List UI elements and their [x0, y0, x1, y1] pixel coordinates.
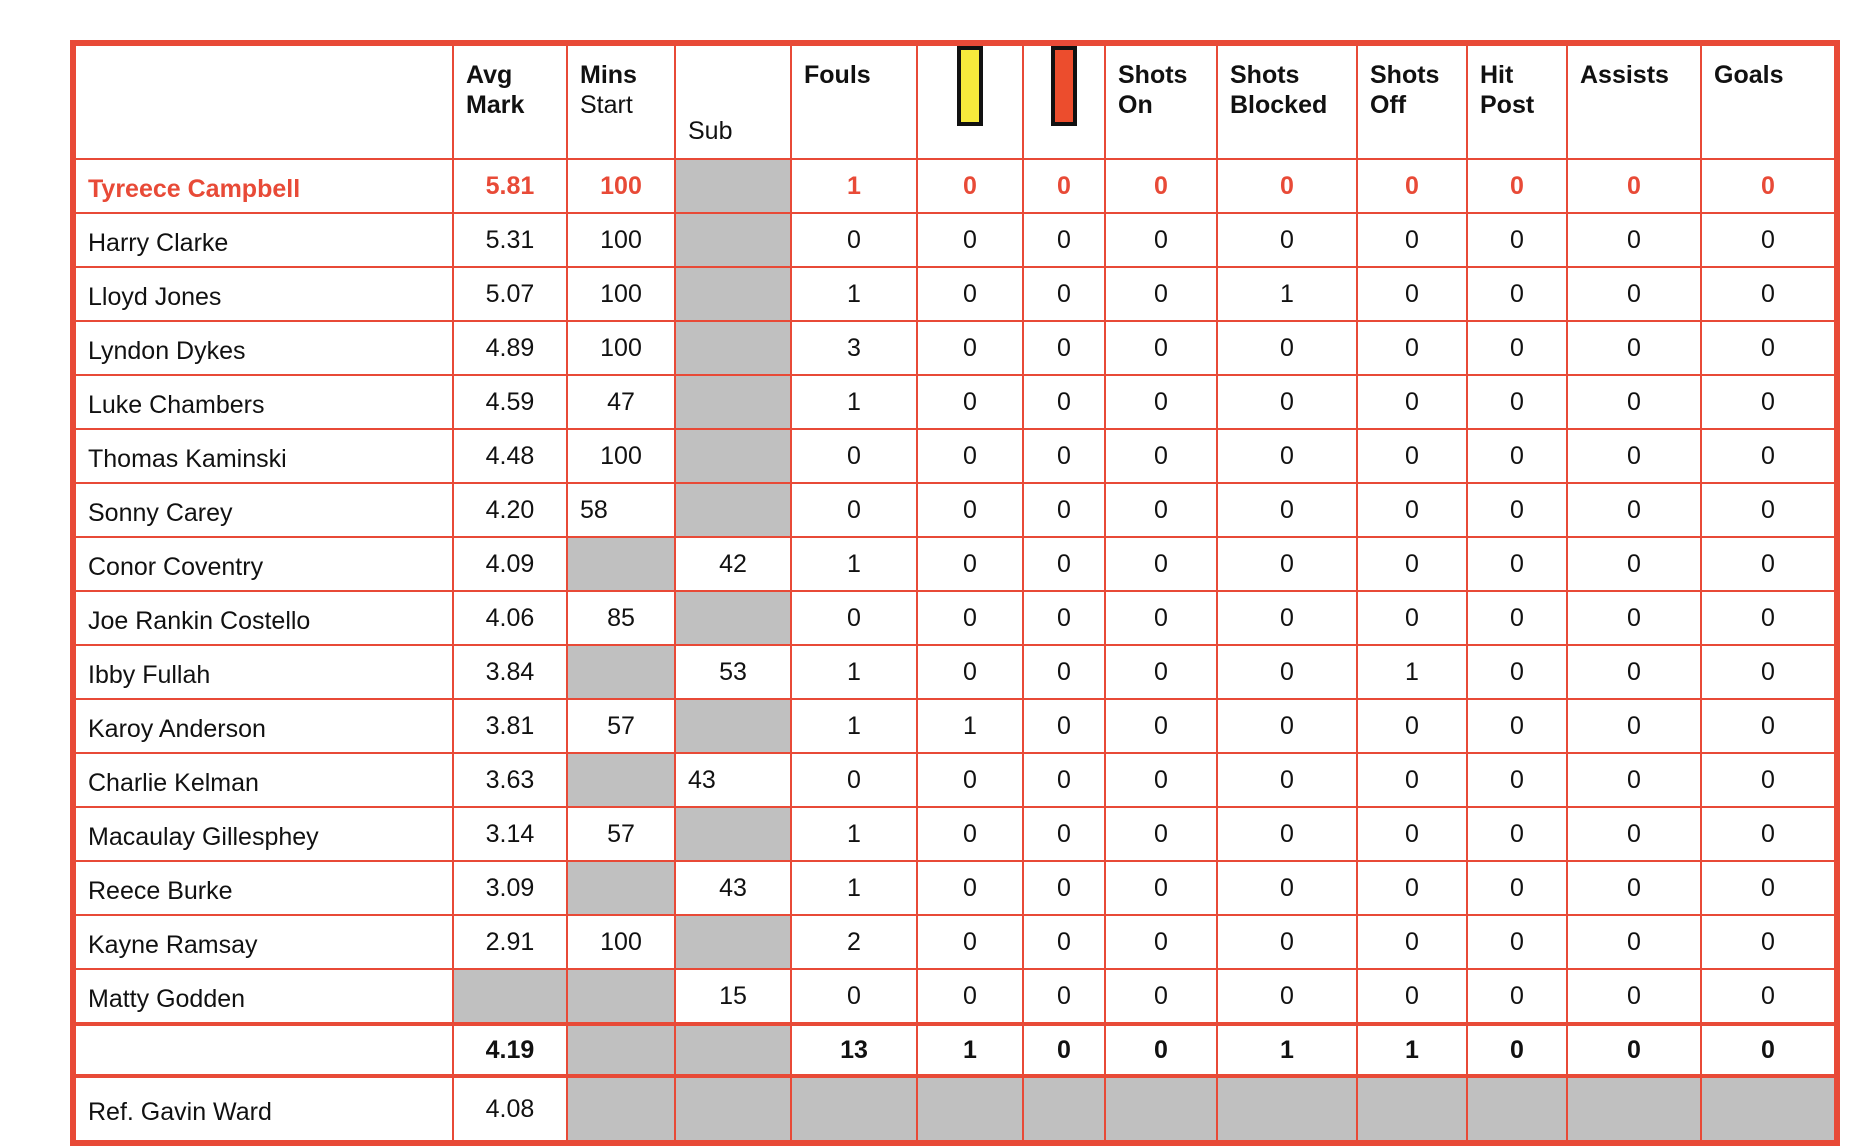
- cell-fouls: 0: [791, 483, 917, 537]
- cell-avg: 4.06: [453, 591, 567, 645]
- cell-sub: [675, 267, 791, 321]
- cell-goals: 0: [1701, 375, 1837, 429]
- cell-shots-off: 0: [1357, 807, 1467, 861]
- cell-shots-off: 0: [1357, 213, 1467, 267]
- cell-fouls: 0: [791, 591, 917, 645]
- referee-empty-cell: [917, 1076, 1023, 1143]
- cell-avg: 5.31: [453, 213, 567, 267]
- cell-sub: 42: [675, 537, 791, 591]
- header-row: [73, 43, 1837, 159]
- cell-name: Ibby Fullah: [73, 645, 453, 699]
- cell-start: [567, 753, 675, 807]
- cell-avg: 5.07: [453, 267, 567, 321]
- cell-sub: [675, 591, 791, 645]
- totals-shots-blocked: 1: [1217, 1024, 1357, 1076]
- cell-start: 100: [567, 267, 675, 321]
- cell-sub: [675, 213, 791, 267]
- cell-shots-off: 0: [1357, 429, 1467, 483]
- cell-sub: [675, 807, 791, 861]
- cell-avg: 3.81: [453, 699, 567, 753]
- totals-hit-post: 0: [1467, 1024, 1567, 1076]
- cell-goals: 0: [1701, 429, 1837, 483]
- referee-empty-cell: [675, 1076, 791, 1143]
- cell-hit-post: 0: [1467, 645, 1567, 699]
- cell-shots-on: 0: [1105, 915, 1217, 969]
- cell-shots-blocked: 0: [1217, 159, 1357, 213]
- cell-goals: 0: [1701, 645, 1837, 699]
- cell-fouls: 2: [791, 915, 917, 969]
- cell-shots-off: 0: [1357, 159, 1467, 213]
- cell-name: Kayne Ramsay: [73, 915, 453, 969]
- cell-sub: 43: [675, 753, 791, 807]
- cell-start: 100: [567, 213, 675, 267]
- cell-shots-blocked: 0: [1217, 861, 1357, 915]
- cell-shots-on: 0: [1105, 591, 1217, 645]
- cell-start: [567, 861, 675, 915]
- totals-row: [73, 1024, 1837, 1076]
- cell-fouls: 0: [791, 753, 917, 807]
- cell-start: 100: [567, 429, 675, 483]
- cell-goals: 0: [1701, 267, 1837, 321]
- cell-red: 0: [1023, 483, 1105, 537]
- cell-avg: 2.91: [453, 915, 567, 969]
- cell-assists: 0: [1567, 267, 1701, 321]
- player-row: [73, 429, 1837, 483]
- player-ratings-table: [70, 40, 1840, 1146]
- cell-avg: 4.20: [453, 483, 567, 537]
- cell-fouls: 1: [791, 645, 917, 699]
- cell-start: [567, 645, 675, 699]
- cell-shots-blocked: 0: [1217, 537, 1357, 591]
- cell-goals: 0: [1701, 591, 1837, 645]
- cell-hit-post: 0: [1467, 807, 1567, 861]
- cell-shots-blocked: 0: [1217, 321, 1357, 375]
- cell-assists: 0: [1567, 159, 1701, 213]
- cell-shots-blocked: 0: [1217, 213, 1357, 267]
- cell-avg: 3.09: [453, 861, 567, 915]
- red-card-icon: [1051, 46, 1077, 126]
- cell-shots-on: 0: [1105, 159, 1217, 213]
- referee-empty-cell: [1357, 1076, 1467, 1143]
- header-avg-mark: Avg Mark: [453, 43, 567, 159]
- cell-goals: 0: [1701, 483, 1837, 537]
- cell-shots-on: 0: [1105, 321, 1217, 375]
- cell-yellow: 0: [917, 753, 1023, 807]
- cell-hit-post: 0: [1467, 699, 1567, 753]
- player-row: [73, 861, 1837, 915]
- player-rows: [73, 159, 1837, 1024]
- cell-fouls: 1: [791, 159, 917, 213]
- player-row: [73, 321, 1837, 375]
- cell-yellow: 0: [917, 915, 1023, 969]
- cell-red: 0: [1023, 915, 1105, 969]
- cell-yellow: 0: [917, 807, 1023, 861]
- cell-start: 58: [567, 483, 675, 537]
- cell-red: 0: [1023, 267, 1105, 321]
- header-goals: Goals: [1701, 43, 1837, 159]
- cell-sub: [675, 915, 791, 969]
- cell-yellow: 0: [917, 537, 1023, 591]
- cell-sub: [675, 321, 791, 375]
- cell-goals: 0: [1701, 861, 1837, 915]
- cell-avg: 3.63: [453, 753, 567, 807]
- cell-red: 0: [1023, 159, 1105, 213]
- cell-shots-blocked: 0: [1217, 915, 1357, 969]
- header-assists: Assists: [1567, 43, 1701, 159]
- cell-sub: 15: [675, 969, 791, 1024]
- cell-yellow: 0: [917, 861, 1023, 915]
- cell-sub: [675, 429, 791, 483]
- cell-shots-blocked: 0: [1217, 483, 1357, 537]
- cell-shots-blocked: 0: [1217, 699, 1357, 753]
- cell-red: 0: [1023, 645, 1105, 699]
- cell-shots-off: 0: [1357, 483, 1467, 537]
- cell-yellow: 0: [917, 159, 1023, 213]
- cell-avg: 5.81: [453, 159, 567, 213]
- cell-fouls: 1: [791, 537, 917, 591]
- cell-red: 0: [1023, 591, 1105, 645]
- cell-name: Luke Chambers: [73, 375, 453, 429]
- player-row: [73, 753, 1837, 807]
- totals-sub-empty: [675, 1024, 791, 1076]
- referee-row: [73, 1076, 1837, 1143]
- cell-fouls: 1: [791, 267, 917, 321]
- cell-shots-on: 0: [1105, 861, 1217, 915]
- cell-goals: 0: [1701, 699, 1837, 753]
- player-row: [73, 375, 1837, 429]
- cell-shots-off: 0: [1357, 375, 1467, 429]
- cell-hit-post: 0: [1467, 267, 1567, 321]
- cell-sub: 43: [675, 861, 791, 915]
- cell-assists: 0: [1567, 915, 1701, 969]
- header-mins-start: Mins Start: [567, 43, 675, 159]
- cell-yellow: 0: [917, 321, 1023, 375]
- cell-name: Lyndon Dykes: [73, 321, 453, 375]
- cell-yellow: 0: [917, 429, 1023, 483]
- cell-yellow: 0: [917, 267, 1023, 321]
- cell-name: Reece Burke: [73, 861, 453, 915]
- cell-avg: 4.89: [453, 321, 567, 375]
- totals-yellow: 1: [917, 1024, 1023, 1076]
- cell-shots-on: 0: [1105, 645, 1217, 699]
- cell-shots-off: 0: [1357, 915, 1467, 969]
- totals-label-cell: [73, 1024, 453, 1076]
- cell-assists: 0: [1567, 969, 1701, 1024]
- header-red-card: [1023, 43, 1105, 159]
- cell-sub: [675, 375, 791, 429]
- cell-shots-off: 1: [1357, 645, 1467, 699]
- cell-assists: 0: [1567, 591, 1701, 645]
- cell-start: 85: [567, 591, 675, 645]
- cell-hit-post: 0: [1467, 159, 1567, 213]
- cell-shots-on: 0: [1105, 807, 1217, 861]
- cell-name: Charlie Kelman: [73, 753, 453, 807]
- cell-start: [567, 537, 675, 591]
- cell-hit-post: 0: [1467, 591, 1567, 645]
- cell-hit-post: 0: [1467, 429, 1567, 483]
- cell-fouls: 1: [791, 699, 917, 753]
- cell-fouls: 1: [791, 861, 917, 915]
- cell-goals: 0: [1701, 537, 1837, 591]
- cell-shots-blocked: 0: [1217, 429, 1357, 483]
- cell-shots-blocked: 0: [1217, 753, 1357, 807]
- cell-fouls: 1: [791, 375, 917, 429]
- cell-goals: 0: [1701, 969, 1837, 1024]
- totals-shots-off: 1: [1357, 1024, 1467, 1076]
- header-shots-blocked: Shots Blocked: [1217, 43, 1357, 159]
- cell-start: 100: [567, 321, 675, 375]
- cell-red: 0: [1023, 753, 1105, 807]
- player-row: [73, 267, 1837, 321]
- cell-avg: 3.84: [453, 645, 567, 699]
- cell-assists: 0: [1567, 807, 1701, 861]
- cell-assists: 0: [1567, 213, 1701, 267]
- cell-shots-off: 0: [1357, 861, 1467, 915]
- cell-shots-off: 0: [1357, 699, 1467, 753]
- cell-sub: [675, 699, 791, 753]
- totals-assists: 0: [1567, 1024, 1701, 1076]
- player-row: [73, 699, 1837, 753]
- cell-shots-blocked: 0: [1217, 969, 1357, 1024]
- player-row: [73, 213, 1837, 267]
- cell-yellow: 0: [917, 591, 1023, 645]
- header-name: [73, 43, 453, 159]
- header-hit-post: Hit Post: [1467, 43, 1567, 159]
- cell-shots-blocked: 1: [1217, 267, 1357, 321]
- referee-name: Ref. Gavin Ward: [73, 1076, 453, 1143]
- player-row: [73, 159, 1837, 213]
- cell-hit-post: 0: [1467, 375, 1567, 429]
- cell-shots-blocked: 0: [1217, 591, 1357, 645]
- cell-assists: 0: [1567, 753, 1701, 807]
- cell-name: Lloyd Jones: [73, 267, 453, 321]
- header-fouls: Fouls: [791, 43, 917, 159]
- cell-assists: 0: [1567, 483, 1701, 537]
- cell-red: 0: [1023, 537, 1105, 591]
- cell-avg: 3.14: [453, 807, 567, 861]
- header-shots-on: Shots On: [1105, 43, 1217, 159]
- cell-red: 0: [1023, 699, 1105, 753]
- referee-empty-cell: [791, 1076, 917, 1143]
- cell-start: 100: [567, 915, 675, 969]
- cell-start: 47: [567, 375, 675, 429]
- cell-fouls: 3: [791, 321, 917, 375]
- referee-empty-cell: [567, 1076, 675, 1143]
- cell-name: Karoy Anderson: [73, 699, 453, 753]
- cell-red: 0: [1023, 429, 1105, 483]
- cell-sub: 53: [675, 645, 791, 699]
- cell-red: 0: [1023, 807, 1105, 861]
- cell-shots-on: 0: [1105, 753, 1217, 807]
- cell-hit-post: 0: [1467, 753, 1567, 807]
- yellow-card-icon: [957, 46, 983, 126]
- referee-empty-cell: [1217, 1076, 1357, 1143]
- cell-shots-on: 0: [1105, 699, 1217, 753]
- player-row: [73, 591, 1837, 645]
- cell-shots-off: 0: [1357, 537, 1467, 591]
- header-yellow-card: [917, 43, 1023, 159]
- cell-name: Tyreece Campbell: [73, 159, 453, 213]
- cell-hit-post: 0: [1467, 537, 1567, 591]
- cell-shots-off: 0: [1357, 591, 1467, 645]
- cell-goals: 0: [1701, 807, 1837, 861]
- cell-name: Conor Coventry: [73, 537, 453, 591]
- cell-hit-post: 0: [1467, 213, 1567, 267]
- cell-shots-on: 0: [1105, 969, 1217, 1024]
- cell-shots-on: 0: [1105, 213, 1217, 267]
- cell-red: 0: [1023, 213, 1105, 267]
- player-ratings-table-container: [70, 40, 1834, 1126]
- cell-red: 0: [1023, 375, 1105, 429]
- player-row: [73, 969, 1837, 1024]
- cell-shots-off: 0: [1357, 969, 1467, 1024]
- cell-goals: 0: [1701, 321, 1837, 375]
- cell-assists: 0: [1567, 699, 1701, 753]
- cell-goals: 0: [1701, 159, 1837, 213]
- cell-hit-post: 0: [1467, 483, 1567, 537]
- referee-empty-cell: [1105, 1076, 1217, 1143]
- totals-fouls: 13: [791, 1024, 917, 1076]
- referee-empty-cell: [1567, 1076, 1701, 1143]
- cell-shots-off: 0: [1357, 321, 1467, 375]
- cell-assists: 0: [1567, 375, 1701, 429]
- cell-avg: 4.59: [453, 375, 567, 429]
- cell-shots-blocked: 0: [1217, 645, 1357, 699]
- referee-avg: 4.08: [453, 1076, 567, 1143]
- cell-shots-blocked: 0: [1217, 375, 1357, 429]
- totals-shots-on: 0: [1105, 1024, 1217, 1076]
- cell-goals: 0: [1701, 915, 1837, 969]
- cell-name: Sonny Carey: [73, 483, 453, 537]
- header-sub: Sub: [675, 43, 791, 159]
- cell-hit-post: 0: [1467, 861, 1567, 915]
- cell-hit-post: 0: [1467, 969, 1567, 1024]
- cell-assists: 0: [1567, 645, 1701, 699]
- totals-red: 0: [1023, 1024, 1105, 1076]
- cell-assists: 0: [1567, 429, 1701, 483]
- cell-hit-post: 0: [1467, 321, 1567, 375]
- cell-fouls: 0: [791, 429, 917, 483]
- cell-assists: 0: [1567, 861, 1701, 915]
- player-row: [73, 807, 1837, 861]
- cell-shots-on: 0: [1105, 375, 1217, 429]
- cell-shots-blocked: 0: [1217, 807, 1357, 861]
- cell-fouls: 1: [791, 807, 917, 861]
- cell-name: Harry Clarke: [73, 213, 453, 267]
- cell-name: Macaulay Gillesphey: [73, 807, 453, 861]
- totals-start-empty: [567, 1024, 675, 1076]
- cell-hit-post: 0: [1467, 915, 1567, 969]
- player-row: [73, 645, 1837, 699]
- referee-empty-cell: [1023, 1076, 1105, 1143]
- player-row: [73, 483, 1837, 537]
- referee-empty-cell: [1701, 1076, 1837, 1143]
- cell-avg: 4.48: [453, 429, 567, 483]
- cell-fouls: 0: [791, 213, 917, 267]
- cell-avg: [453, 969, 567, 1024]
- cell-shots-off: 0: [1357, 267, 1467, 321]
- cell-start: 100: [567, 159, 675, 213]
- cell-yellow: 0: [917, 483, 1023, 537]
- cell-goals: 0: [1701, 213, 1837, 267]
- cell-yellow: 0: [917, 213, 1023, 267]
- cell-goals: 0: [1701, 753, 1837, 807]
- player-row: [73, 537, 1837, 591]
- player-row: [73, 915, 1837, 969]
- cell-name: Thomas Kaminski: [73, 429, 453, 483]
- cell-yellow: 0: [917, 969, 1023, 1024]
- cell-red: 0: [1023, 861, 1105, 915]
- cell-name: Joe Rankin Costello: [73, 591, 453, 645]
- totals-avg: 4.19: [453, 1024, 567, 1076]
- cell-assists: 0: [1567, 321, 1701, 375]
- cell-red: 0: [1023, 321, 1105, 375]
- cell-shots-on: 0: [1105, 483, 1217, 537]
- cell-shots-off: 0: [1357, 753, 1467, 807]
- cell-shots-on: 0: [1105, 429, 1217, 483]
- cell-start: 57: [567, 807, 675, 861]
- cell-sub: [675, 483, 791, 537]
- totals-goals: 0: [1701, 1024, 1837, 1076]
- cell-red: 0: [1023, 969, 1105, 1024]
- header-shots-off: Shots Off: [1357, 43, 1467, 159]
- cell-start: [567, 969, 675, 1024]
- cell-yellow: 1: [917, 699, 1023, 753]
- cell-start: 57: [567, 699, 675, 753]
- cell-shots-on: 0: [1105, 267, 1217, 321]
- cell-name: Matty Godden: [73, 969, 453, 1024]
- cell-yellow: 0: [917, 645, 1023, 699]
- cell-shots-on: 0: [1105, 537, 1217, 591]
- cell-yellow: 0: [917, 375, 1023, 429]
- cell-avg: 4.09: [453, 537, 567, 591]
- cell-sub: [675, 159, 791, 213]
- referee-empty-cell: [1467, 1076, 1567, 1143]
- cell-fouls: 0: [791, 969, 917, 1024]
- cell-assists: 0: [1567, 537, 1701, 591]
